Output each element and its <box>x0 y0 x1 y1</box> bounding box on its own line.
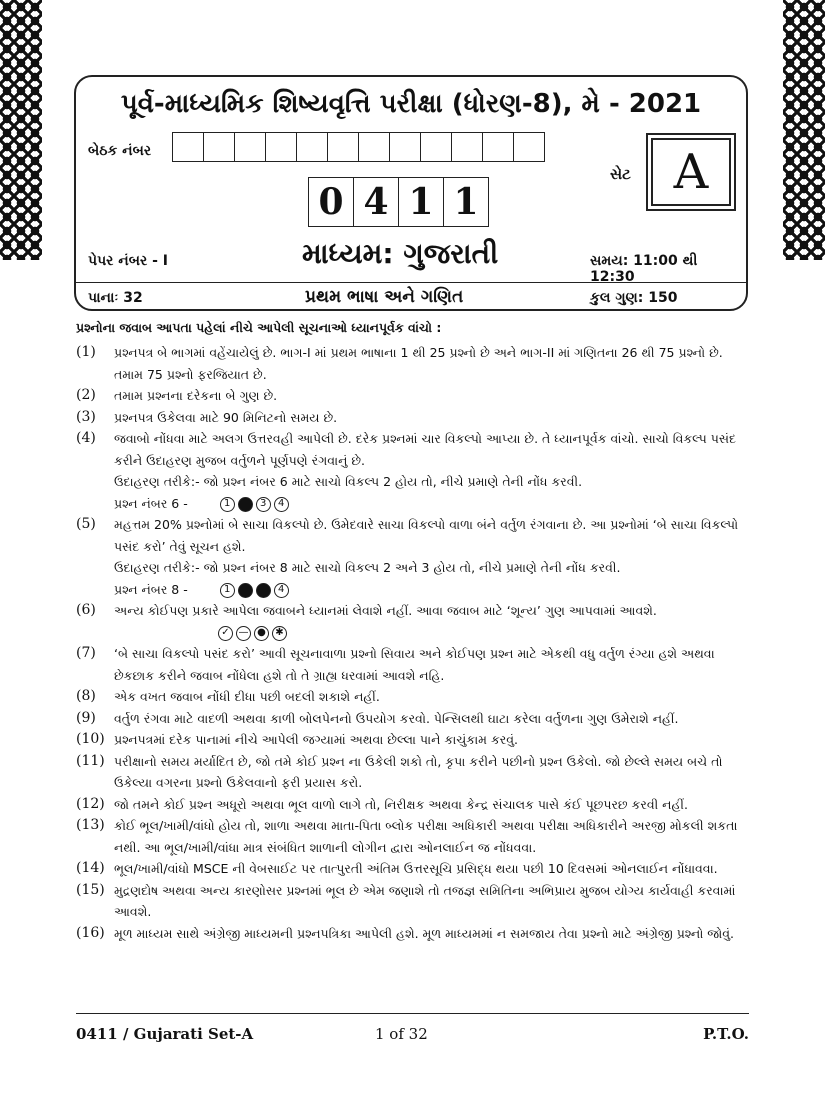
instruction-number: (12) <box>76 795 105 812</box>
instruction-text: એક વખત જવાબ નોંધી દીધા પછી બદલી શકાશે નહીં. <box>114 689 380 704</box>
bubble-option-4: 4 <box>274 497 289 512</box>
seat-number-cell <box>327 132 359 162</box>
example-label: પ્રશ્ન નંબર 8 - <box>114 581 188 597</box>
tick-marked-bubble-icon: ✓ <box>218 626 233 641</box>
instruction-number: (6) <box>76 602 96 618</box>
set-label: સેટ <box>610 165 631 183</box>
seat-number-cell <box>482 132 514 162</box>
instruction-number: (15) <box>76 881 105 898</box>
instruction-text: ભૂલ/ખામી/વાંધો MSCE ની વેબસાઈટ પર તાત્પુરતી અંતિમ ઉત્તરસૂચિ પ્રસિદ્ધ થયા પછી 10 દિવસમાં ઓનલાઈન નોંધાવવા. <box>114 861 718 876</box>
example-row-q6 <box>114 493 752 515</box>
instruction-text: પ્રશ્નપત્ર બે ભાગમાં વહેંચાયેલું છે. ભાગ-I માં પ્રથમ ભાષાના 1 થી 25 પ્રશ્નો છે અને ભાગ-II માં ગણિતના 26 થી 75 પ્રશ્નો છે. તમામ 75 પ્રશ્નો ફરજિયાત છે. <box>114 345 723 382</box>
instruction-item <box>76 600 752 643</box>
seat-number-cell <box>358 132 390 162</box>
medium: માધ્યમ: ગુજરાતી <box>302 237 499 270</box>
header-divider <box>76 282 746 283</box>
instruction-item <box>76 794 752 816</box>
instruction-number: (9) <box>76 709 96 726</box>
dash-marked-bubble-icon: — <box>236 626 251 641</box>
seat-number-cell <box>389 132 421 162</box>
seat-number-cell <box>172 132 204 162</box>
instruction-item <box>76 643 752 686</box>
star-marked-bubble-icon: ✱ <box>272 626 287 641</box>
instruction-example: ઉદાહરણ તરીકે:- જો પ્રશ્ન નંબર 8 માટે સાચો વિકલ્પ 2 અને 3 હોય તો, નીચે પ્રમાણે તેની નોંધ કરવી. <box>114 560 621 575</box>
seat-number-cell <box>420 132 452 162</box>
instruction-number: (14) <box>76 860 105 876</box>
instruction-text: તમામ પ્રશ્નના દરેકના બે ગુણ છે. <box>114 388 278 403</box>
instruction-text: મહત્તમ 20% પ્રશ્નોમાં બે સાચા વિકલ્પો છે. ઉમેદવારે સાચા વિકલ્પો વાળા બંને વર્તુળ રંગવાના છે. આ પ્રશ્નોમાં ‘બે સાચા વિકલ્પો પસંદ કરો’ તેવું સૂચન હશે. <box>114 517 739 554</box>
instruction-text: પરીક્ષાનો સમય મર્યાદિત છે, જો તમે કોઈ પ્રશ્ન ના ઉકેલી શકો તો, કૃપા કરીને પછીનો પ્રશ્ન ઉકેલો. જો છેલ્લે સમય બચે તો ઉકેલ્યા વગરના પ્રશ્નો ઉકેલવાનો ફરી પ્રયાસ કરો. <box>114 753 723 790</box>
seat-number-cell <box>265 132 297 162</box>
bubble-option-1: 1 <box>220 583 235 598</box>
exam-time: સમય: 11:00 થી 12:30 <box>590 253 698 285</box>
instructions-intro: પ્રશ્નોના જવાબ આપતા પહેલાં નીચે આપેલી સૂચનાઓ ધ્યાનપૂર્વક વાંચો : <box>76 320 442 335</box>
answer-bubbles-q8 <box>220 583 289 598</box>
instruction-example: ઉદાહરણ તરીકે:- જો પ્રશ્ન નંબર 6 માટે સાચો વિકલ્પ 2 હોય તો, નીચે પ્રમાણે તેની નોંધ કરવી. <box>114 474 583 489</box>
answer-bubbles-q6 <box>220 497 289 512</box>
paper-code-digit: 0 <box>308 177 354 227</box>
example-row-q8 <box>114 579 752 601</box>
dot-marked-bubble-icon: ● <box>254 626 269 641</box>
instruction-text: પ્રશ્નપત્રમાં દરેક પાનામાં નીચે આપેલી જગ્યામાં અથવા છેલ્લા પાને કાચુંકામ કરવું. <box>114 732 519 747</box>
instruction-number: (10) <box>76 731 105 747</box>
instruction-text: પ્રશ્નપત્ર ઉકેલવા માટે 90 મિનિટનો સમય છે. <box>114 409 338 425</box>
exam-title: પૂર્વ-માધ્યમિક શિષ્યવૃત્તિ પરીક્ષા (ધોરણ-8), મે - 2021 <box>120 89 702 119</box>
bubble-option-3: 3 <box>256 497 271 512</box>
paper-number: પેપર નંબર - I <box>88 253 168 269</box>
seat-number-label: બેઠક નંબર <box>88 143 152 159</box>
footer-paper-code: 0411 / Gujarati Set-A <box>76 1025 254 1043</box>
instruction-item <box>76 708 752 730</box>
instruction-item <box>76 514 752 600</box>
instruction-number: (13) <box>76 817 105 833</box>
seat-number-cell <box>451 132 483 162</box>
seat-number-grid <box>173 132 545 162</box>
instruction-text: વર્તુળ રંગવા માટે વાદળી અથવા કાળી બોલપેનનો ઉપયોગ કરવો. પેન્સિલથી ઘાટા કરેલા વર્તુળના ગુણ ઉમેરાશે નહીં. <box>114 710 679 726</box>
bubble-option-1: 1 <box>220 497 235 512</box>
instructions-list <box>76 342 752 944</box>
instruction-number: (2) <box>76 387 96 403</box>
invalid-bubbles <box>218 626 287 641</box>
instruction-number: (4) <box>76 430 96 446</box>
instruction-number: (8) <box>76 688 96 704</box>
seat-number-cell <box>234 132 266 162</box>
paper-code <box>309 177 489 227</box>
footer-page-number: 1 of 32 <box>375 1025 428 1043</box>
instruction-item <box>76 880 752 923</box>
seat-number-cell <box>296 132 328 162</box>
example-label: પ્રશ્ન નંબર 6 - <box>114 495 188 511</box>
set-value: A <box>651 138 731 206</box>
footer-pto: P.T.O. <box>703 1025 749 1043</box>
instruction-item <box>76 428 752 514</box>
instruction-item <box>76 923 752 945</box>
paper-code-digit: 1 <box>443 177 489 227</box>
instruction-item <box>76 815 752 858</box>
wrong-marking-examples <box>114 622 752 644</box>
page-count: પાનાઃ 32 <box>88 290 143 306</box>
instruction-item <box>76 407 752 429</box>
total-marks: કુલ ગુણ: 150 <box>590 290 678 306</box>
paper-code-digit: 1 <box>398 177 444 227</box>
bubble-option-3-filled <box>256 583 271 598</box>
bubble-option-4: 4 <box>274 583 289 598</box>
bubble-option-2-filled <box>238 583 253 598</box>
instruction-text: જો તમને કોઈ પ્રશ્ન અધૂરો અથવા ભૂલ વાળો લાગે તો, નિરીક્ષક અથવા કેન્દ્ર સંચાલક પાસે કંઈ પૂછપરછ કરવી નહીં. <box>114 796 688 812</box>
instruction-text: અન્ય કોઈપણ પ્રકારે આપેલા જવાબને ધ્યાનમાં લેવાશે નહીં. આવા જવાબ માટે ‘શૂન્ય’ ગુણ આપવામાં આવશે. <box>114 603 657 618</box>
instruction-item <box>76 729 752 751</box>
instruction-item <box>76 751 752 794</box>
instruction-number: (7) <box>76 645 96 661</box>
instruction-text: મૂળ માધ્યમ સાથે અંગ્રેજી માધ્યમની પ્રશ્નપત્રિકા આપેલી હશે. મૂળ માધ્યમમાં ન સમજાય તેવા પ્રશ્નો માટે અંગ્રેજી પ્રશ્નો જોવું. <box>114 925 735 941</box>
subject: પ્રથમ ભાષા અને ગણિત <box>305 287 464 307</box>
instruction-number: (1) <box>76 344 96 360</box>
instruction-number: (5) <box>76 516 96 532</box>
instruction-item <box>76 686 752 708</box>
instruction-number: (3) <box>76 408 96 425</box>
footer-divider <box>76 1013 749 1014</box>
instruction-item <box>76 385 752 407</box>
set-box <box>646 133 736 211</box>
instruction-text: જવાબો નોંધવા માટે અલગ ઉત્તરવહી આપેલી છે. દરેક પ્રશ્નમાં ચાર વિકલ્પો આપ્યા છે. તે ધ્યાનપૂર્વક વાંચો. સાચો વિકલ્પ પસંદ કરીને ઉદાહરણ મુજબ વર્તુળને પૂર્ણપણે રંગવાનું છે. <box>114 431 736 468</box>
instruction-number: (16) <box>76 924 105 941</box>
instruction-item <box>76 342 752 385</box>
instruction-item <box>76 858 752 880</box>
instruction-text: ‘બે સાચા વિકલ્પો પસંદ કરો’ આવી સૂચનાવાળા પ્રશ્નો સિવાય અને કોઈપણ પ્રશ્ન માટે એકથી વધુ વર્તુળ રંગ્યા હશે અથવા છેકછાક કરીને જવાબ નોંધેલા હશે તો તે ગ્રાહ્ય ધરવામાં આવશે નહિ. <box>114 646 715 683</box>
decorative-border-right <box>783 0 825 260</box>
seat-number-cell <box>513 132 545 162</box>
instruction-text: મુદ્રણદોષ અથવા અન્ય કારણોસર પ્રશ્નમાં ભૂલ છે એમ જણાશે તો તજજ્ઞ સમિતિના અભિપ્રાય મુજબ યોગ્ય કાર્યવાહી કરવામાં આવશે. <box>114 882 736 919</box>
instruction-text: કોઈ ભૂલ/ખામી/વાંધો હોય તો, શાળા અથવા માતા-પિતા બ્લોક પરીક્ષા અધિકારી અથવા પરીક્ષા અધિકારીને અરજી મોકલી શકતા નથી. આ ભૂલ/ખામી/વાંધા માત્ર સંબંધિત શાળાની લોગીન દ્વારા ઓનલાઈન જ નોંધવવા. <box>114 818 738 855</box>
paper-code-digit: 4 <box>353 177 399 227</box>
seat-number-cell <box>203 132 235 162</box>
instruction-number: (11) <box>76 752 105 769</box>
decorative-border-left <box>0 0 42 260</box>
exam-header-box <box>74 75 748 311</box>
bubble-option-2-filled <box>238 497 253 512</box>
